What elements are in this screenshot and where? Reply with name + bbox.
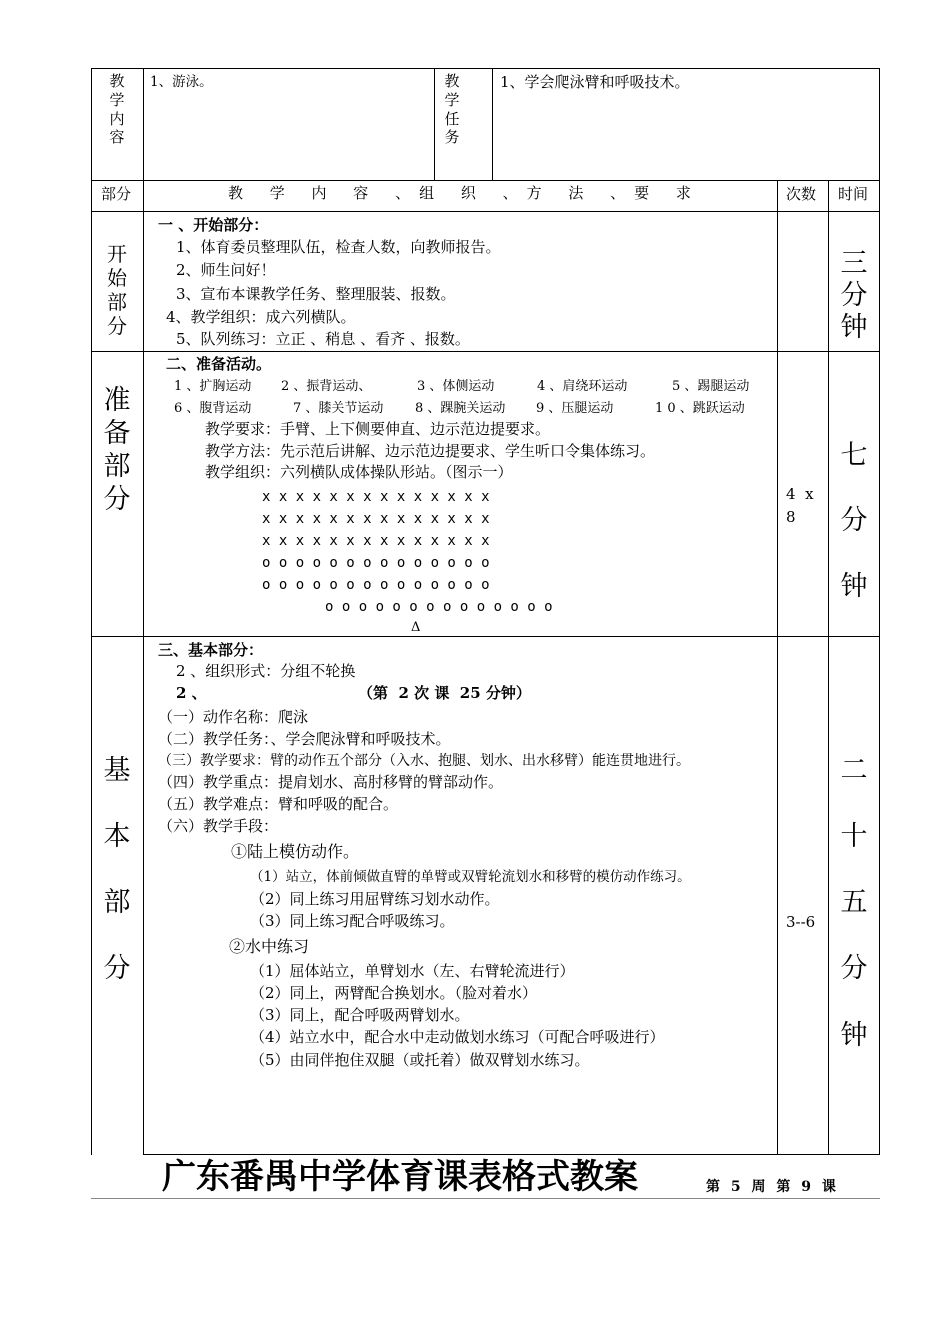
section3-item: （六）教学手段： xyxy=(158,817,279,835)
water-step: （1）屈体站立，单臂划水（左、右臂轮流进行） xyxy=(250,962,575,980)
col-header-count: 次数 xyxy=(786,185,817,203)
exercise: 1 0 、跳跃运动 xyxy=(655,401,745,416)
section2-method: 教学方法：先示范后讲解、边示范边提要求、学生听口令集体练习。 xyxy=(205,442,656,460)
section1-line: 2、师生问好！ xyxy=(176,261,276,279)
section1-title: 一 、开始部分： xyxy=(158,216,269,234)
col-header-part: 部分 xyxy=(101,185,132,203)
section1-label: 开始部分 xyxy=(107,242,127,338)
formation-row: x x x x x x x x x x x x x x xyxy=(262,533,490,549)
section1-line: 1、体育委员整理队伍，检查人数，向教师报告。 xyxy=(176,238,501,256)
section3-count: 3--6 xyxy=(786,913,816,931)
section2-time: 七分钟 xyxy=(840,440,868,602)
formation-row: o o o o o o o o o o o o o o xyxy=(325,599,553,615)
exercise: 7 、膝关节运动 xyxy=(293,401,384,416)
footer-week-info: 第 5 周 第 9 课 xyxy=(706,1179,836,1195)
section2-title: 二、准备活动。 xyxy=(166,355,272,373)
section3-item: （五）教学难点：臂和呼吸的配合。 xyxy=(158,795,399,813)
exercise: 8 、踝腕关运动 xyxy=(415,401,506,416)
section3-lesson-num: 2 、 xyxy=(176,684,207,702)
exercise: 4 、肩绕环运动 xyxy=(537,379,628,394)
formation-row: o o o o o o o o o o o o o o xyxy=(262,577,490,593)
content-label: 教学内容 xyxy=(109,72,125,147)
footer-title: 广东番禺中学体育课表格式教案 xyxy=(162,1157,638,1197)
section3-item: （二）教学任务：、学会爬泳臂和呼吸技术。 xyxy=(158,730,451,748)
section2-organization: 教学组织：六列横队成体操队形站。（图示一） xyxy=(205,463,513,481)
section2-count: 4 x xyxy=(786,485,814,503)
section2-label: 准备部分 xyxy=(103,385,131,515)
task-value: 1、学会爬泳臂和呼吸技术。 xyxy=(500,73,690,91)
formation-row: o o o o o o o o o o o o o o xyxy=(262,555,490,571)
section2-count: 8 xyxy=(786,508,796,526)
exercise: 3 、体侧运动 xyxy=(417,379,495,394)
section3-title: 三、基本部分： xyxy=(158,641,264,659)
water-step: （3）同上，配合呼吸两臂划水。 xyxy=(250,1006,470,1024)
footer-rule xyxy=(91,1198,880,1199)
water-step: （2）同上，两臂配合换划水。（脸对着水） xyxy=(250,984,538,1002)
water-step: （5）由同伴抱住双腿（或托着）做双臂划水练习。 xyxy=(250,1051,590,1069)
col-header-time: 时间 xyxy=(838,185,869,203)
col-header-main: 教 学 内 容 、组 织 、方 法 、要 求 xyxy=(228,184,700,202)
section3-item: （三）教学要求：臂的动作五个部分（入水、抱腿、划水、出水移臂）能连贯地进行。 xyxy=(158,753,690,769)
land-step: （2）同上练习用屈臂练习划水动作。 xyxy=(250,890,500,908)
land-step: （1）站立，体前倾做直臂的单臂或双臂轮流划水和移臂的模仿动作练习。 xyxy=(250,869,691,885)
section3-item: （四）教学重点：提肩划水、高肘移臂的臂部动作。 xyxy=(158,773,504,791)
teacher-mark: Δ xyxy=(411,620,421,635)
section2-requirement: 教学要求：手臂、上下侧要伸直、边示范边提要求。 xyxy=(205,420,551,438)
formation-row: x x x x x x x x x x x x x x xyxy=(262,511,490,527)
section3-item: （一）动作名称：爬泳 xyxy=(158,708,309,726)
section1-line: 4、教学组织：成六列横队。 xyxy=(166,308,356,326)
section3-label: 基本部分 xyxy=(103,755,131,985)
content-value: 1、游泳。 xyxy=(150,74,213,90)
section3-lesson-info: （第 2 次 课 25 分钟） xyxy=(358,684,531,702)
water-practice-title: ②水中练习 xyxy=(229,937,310,956)
water-step: （4）站立水中，配合水中走动做划水练习（可配合呼吸进行） xyxy=(250,1028,665,1046)
land-step: （3）同上练习配合呼吸练习。 xyxy=(250,912,455,930)
exercise: 1 、扩胸运动 xyxy=(174,379,252,394)
exercise: 2 、振背运动、 xyxy=(281,379,372,394)
land-practice-title: ①陆上模仿动作。 xyxy=(231,842,360,861)
section3-org-form: 2 、组织形式：分组不轮换 xyxy=(176,662,356,680)
section3-time: 二十五分钟 xyxy=(840,755,868,1051)
section1-time: 三分钟 xyxy=(840,248,868,343)
exercise: 5 、踢腿运动 xyxy=(672,379,750,394)
exercise: 9 、压腿运动 xyxy=(536,401,614,416)
exercise: 6 、腹背运动 xyxy=(174,401,252,416)
section1-line: 3、宣布本课教学任务、整理服装、报数。 xyxy=(176,285,456,303)
formation-row: x x x x x x x x x x x x x x xyxy=(262,489,490,505)
section1-line: 5、队列练习：立正 、稍息 、看齐 、报数。 xyxy=(176,330,470,348)
task-label: 教学任务 xyxy=(444,72,460,147)
